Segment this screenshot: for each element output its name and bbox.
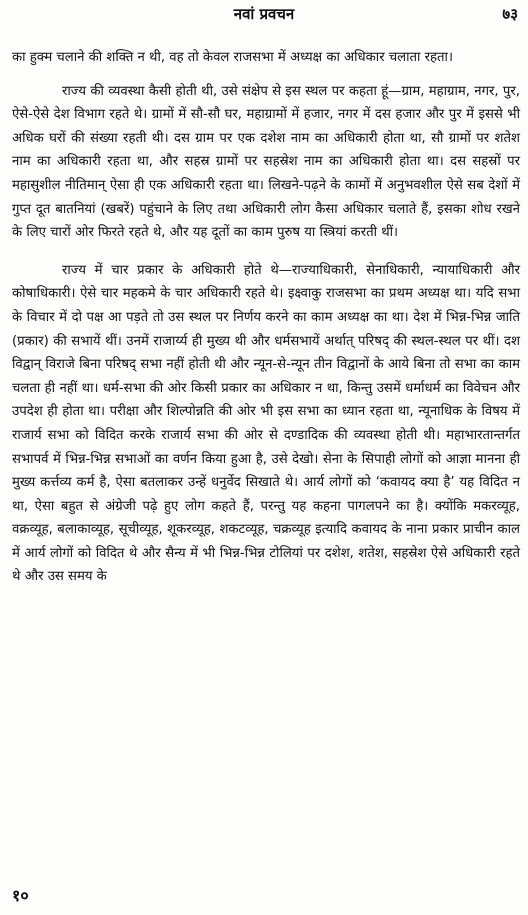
body-text <box>12 46 520 589</box>
chapter-title: नवां प्रवचन <box>233 5 295 23</box>
page-number: ७३ <box>502 5 518 23</box>
paragraph-continuation: का हुक्म चलाने की शक्ति न थी, वह तो केवल राजसभा में अध्यक्ष का अधिकार चलाता रहता। <box>12 50 453 65</box>
sheet-signature: १० <box>12 886 29 905</box>
paragraph-officials-and-assemblies: राज्य में चार प्रकार के अधिकारी होते थे—राज्याधिकारी, सेनाधिकारी, न्यायाधिकारी और कोषाधिकारी। ऐसे चार महकमे के चार अधिकारी रहते थे। इक्ष्वाकु राजसभा का प्रथम अध्यक्ष था। यदि सभा के विचार में दो पक्ष आ पड़ते तो उस स्थल पर निर्णय करने का काम अध्यक्ष का था। देश में भिन्न-भिन्न जाति (प्रकार) की सभायें थीं। उनमें राजार्य्य ही मुख्य थी और धर्मसभायें अर्थात् परिषद् की स्थल-स्थल पर थीं। दश विद्वान् विराजे बिना परिषद् सभा नहीं होती थी और न्यून-से-न्यून तीन विद्वानों के आये बिना तो सभा का काम चलता ही नहीं था। धर्म-सभा की ओर किसी प्रकार का अधिकार न था, किन्तु उसमें धर्माधर्म का विवेचन और उपदेश ही होता था। परीक्षा और शिल्पोन्नति की ओर भी इस सभा का ध्यान रहता था, न्यूनाधिक के विषय में राजार्य सभा को विदित करके राजार्य सभा की ओर से दण्डादिक की व्यवस्था होती थी। महाभारतान्तर्गत सभापर्व में भिन्न-भिन्न सभाओं का वर्णन किया हुआ है, उसे देखो। सेना के सिपाही लोगों को आज्ञा मानना ही मुख्य कर्त्तव्य कर्म है, ऐसा बतलाकर उन्हें धनुर्वेद सिखाते थे। आर्य लोगों को ‘कवायद क्या है’ यह विदित न था, ऐसा बहुत से अंग्रेजी पढ़े हुए लोग कहते हैं, परन्तु यह कहना पागलपने का है। क्योंकि मकरव्यूह, वक्रव्यूह, बलाकाव्यूह, सूचीव्यूह, शूकरव्यूह, शकटव्यूह, चक्रव्यूह इत्यादि कवायद के नाना प्रकार प्राचीन काल में आर्य लोगों को विदित थे और सैन्य में भी भिन्न-भिन्न टोलियां पर दशेश, शतेश, सहस्रेश ऐसे अधिकारी रहते थे और उस समय के <box>12 262 520 585</box>
paragraph-state-administration: राज्य की व्यवस्था कैसी होती थी, उसे संक्षेप से इस स्थल पर कहता हूं—ग्राम, महाग्राम, नगर, पुर, ऐसे-ऐसे देश विभाग रहते थे। ग्रामों में सौ-सौ घर, महाग्रामों में हजार, नगर में दस हजार और पुर में इससे भी अधिक घरों की संख्या रहती थी। दस ग्राम पर एक दशेश नाम का अधिकारी होता था, सौ ग्रामों पर शतेश नाम का अधिकारी रहता था, और सहस्र ग्रामों पर सहस्रेश नाम का अधिकारी होता था। दस सहस्रों पर महासुशील नीतिमान् ऐसा ही एक अधिकारी रहता था। लिखने-पढ़ने के कामों में अनुभवशील ऐसे सब देशों में गुप्त दूत बातनियां (खबरें) पहुंचाने के लिए तथा अधिकारी लोग कैसा अधिकार चलाते हैं, इसका शोध रखने के लिए चारों ओर फिरते रहते थे, और यह दूतों का काम पुरुष या स्त्रियां करती थीं। <box>12 83 520 241</box>
running-header <box>0 4 528 24</box>
